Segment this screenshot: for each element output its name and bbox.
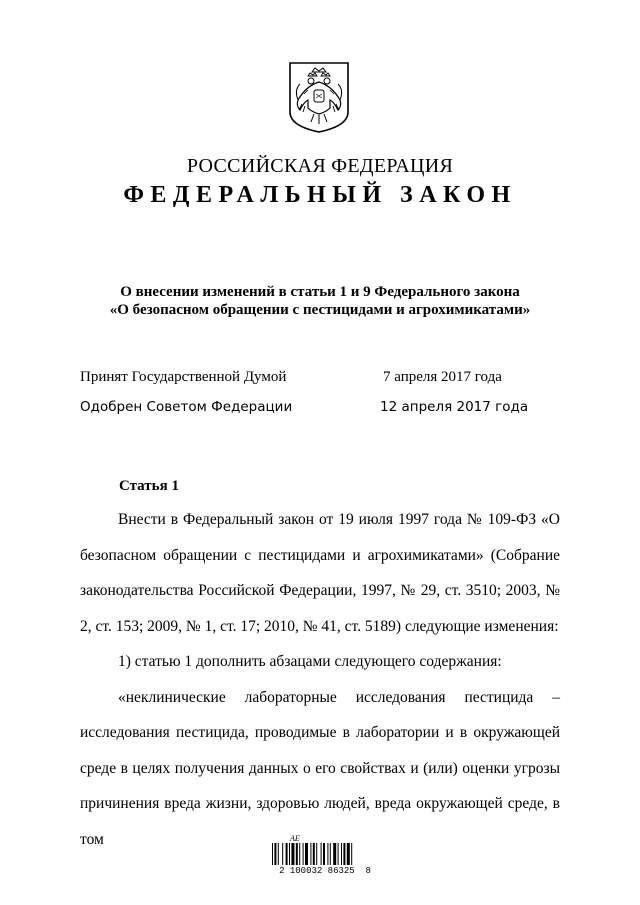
- barcode-mark: АЕ: [290, 834, 300, 843]
- article-heading: Статья 1: [119, 478, 179, 494]
- law-title: [0, 283, 640, 319]
- barcode-number: 2 100032 86325 8: [279, 866, 371, 876]
- law-title-line-2: «О безопасном обращении с пестицидами и агрохимикатами»: [109, 302, 531, 318]
- article-body: [80, 502, 560, 857]
- document-type: ФЕДЕРАЛЬНЫЙ ЗАКОН: [123, 182, 517, 208]
- barcode-icon: [270, 843, 380, 865]
- duma-adoption-label: Принят Государственной Думой: [80, 369, 287, 385]
- council-approval-label: Одобрен Советом Федерации: [80, 399, 293, 415]
- article-paragraph: Внести в Федеральный закон от 19 июля 1997 года № 109-ФЗ «О безопасном обращении с пестицидами и агрохимикатами» (Собрание законодательства Российской Федерации, 1997, № 29, ст. 3510; 2003, № 2, ст. 153; 2009, № 1, ст. 17; 2010, № 41, ст. 5189) следующие изменения:: [80, 511, 560, 635]
- article-paragraph: 1) статью 1 дополнить абзацами следующего содержания:: [118, 653, 502, 670]
- council-approval-date: 12 апреля 2017 года: [380, 399, 529, 415]
- law-title-line-1: О внесении изменений в статьи 1 и 9 Федерального закона: [120, 284, 520, 300]
- article-paragraph: «неклинические лабораторные исследования пестицида – исследования пестицида, проводимые в лаборатории и в окружающей среде в целях получения данных о его свойствах и (или) оценки угрозы причинения вреда жизни, здоровью людей, вреда окружающей среде, в том: [80, 688, 560, 848]
- country-name: РОССИЙСКАЯ ФЕДЕРАЦИЯ: [186, 155, 454, 177]
- duma-adoption-date: 7 апреля 2017 года: [383, 369, 502, 385]
- coat-of-arms-icon: [286, 60, 352, 134]
